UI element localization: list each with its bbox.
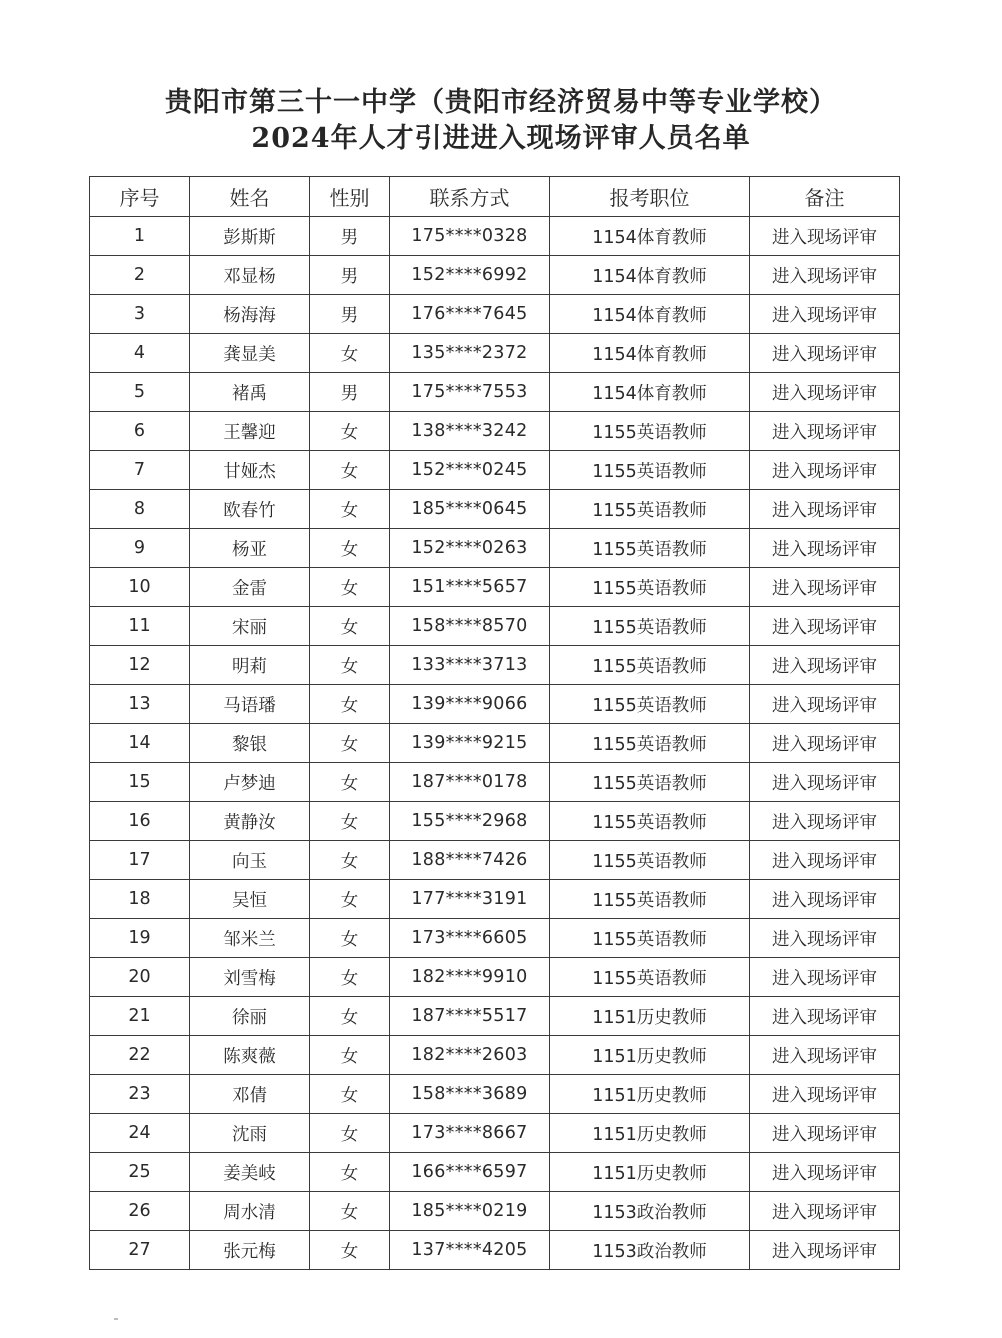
table-row [90, 373, 900, 412]
cell-contact: 158****8570 [390, 607, 550, 646]
header-contact: 联系方式 [390, 177, 550, 217]
cell-contact: 138****3242 [390, 412, 550, 451]
cell-remarks: 进入现场评审 [750, 412, 900, 451]
candidate-table [89, 176, 900, 1270]
cell-serial-number: 20 [90, 958, 190, 997]
cell-contact: 175****7553 [390, 373, 550, 412]
cell-position: 1151历史教师 [550, 997, 750, 1036]
cell-gender: 女 [310, 841, 390, 880]
table-row [90, 802, 900, 841]
cell-position: 1155英语教师 [550, 958, 750, 997]
cell-remarks: 进入现场评审 [750, 1231, 900, 1270]
table-row [90, 412, 900, 451]
table-row [90, 217, 900, 256]
cell-name: 张元梅 [190, 1231, 310, 1270]
cell-remarks: 进入现场评审 [750, 1075, 900, 1114]
cell-gender: 女 [310, 1075, 390, 1114]
cell-gender: 女 [310, 763, 390, 802]
cell-position: 1154体育教师 [550, 334, 750, 373]
cell-contact: 133****3713 [390, 646, 550, 685]
cell-contact: 152****0245 [390, 451, 550, 490]
cell-remarks: 进入现场评审 [750, 1192, 900, 1231]
cell-serial-number: 26 [90, 1192, 190, 1231]
cell-position: 1155英语教师 [550, 646, 750, 685]
cell-contact: 187****5517 [390, 997, 550, 1036]
cell-gender: 女 [310, 568, 390, 607]
table-row [90, 724, 900, 763]
cell-remarks: 进入现场评审 [750, 295, 900, 334]
cell-contact: 166****6597 [390, 1153, 550, 1192]
cell-remarks: 进入现场评审 [750, 880, 900, 919]
cell-name: 刘雪梅 [190, 958, 310, 997]
cell-name: 杨亚 [190, 529, 310, 568]
table-row [90, 997, 900, 1036]
cell-gender: 女 [310, 802, 390, 841]
cell-contact: 173****8667 [390, 1114, 550, 1153]
cell-serial-number: 13 [90, 685, 190, 724]
cell-serial-number: 8 [90, 490, 190, 529]
table-row [90, 1192, 900, 1231]
cell-position: 1154体育教师 [550, 217, 750, 256]
cell-gender: 女 [310, 334, 390, 373]
cell-name: 邹米兰 [190, 919, 310, 958]
cell-gender: 女 [310, 529, 390, 568]
cell-contact: 137****4205 [390, 1231, 550, 1270]
cell-contact: 139****9215 [390, 724, 550, 763]
cell-position: 1153政治教师 [550, 1231, 750, 1270]
cell-name: 邓倩 [190, 1075, 310, 1114]
cell-contact: 175****0328 [390, 217, 550, 256]
cell-remarks: 进入现场评审 [750, 256, 900, 295]
table-row [90, 1036, 900, 1075]
cell-name: 卢梦迪 [190, 763, 310, 802]
cell-serial-number: 23 [90, 1075, 190, 1114]
cell-contact: 182****9910 [390, 958, 550, 997]
cell-gender: 女 [310, 490, 390, 529]
cell-gender: 女 [310, 919, 390, 958]
cell-remarks: 进入现场评审 [750, 451, 900, 490]
cell-serial-number: 21 [90, 997, 190, 1036]
cell-contact: 155****2968 [390, 802, 550, 841]
table-row [90, 880, 900, 919]
table-row [90, 841, 900, 880]
cell-position: 1155英语教师 [550, 607, 750, 646]
cell-name: 甘娅杰 [190, 451, 310, 490]
table-row [90, 451, 900, 490]
cell-gender: 女 [310, 1036, 390, 1075]
table-row [90, 334, 900, 373]
table-row [90, 1114, 900, 1153]
table-row [90, 919, 900, 958]
header-name: 姓名 [190, 177, 310, 217]
cell-gender: 男 [310, 373, 390, 412]
cell-gender: 女 [310, 880, 390, 919]
cell-remarks: 进入现场评审 [750, 841, 900, 880]
cell-serial-number: 15 [90, 763, 190, 802]
cell-remarks: 进入现场评审 [750, 997, 900, 1036]
table-body [90, 217, 900, 1270]
cell-name: 明莉 [190, 646, 310, 685]
cell-remarks: 进入现场评审 [750, 373, 900, 412]
header-serial-number: 序号 [90, 177, 190, 217]
cell-serial-number: 4 [90, 334, 190, 373]
cell-position: 1155英语教师 [550, 451, 750, 490]
cell-position: 1155英语教师 [550, 880, 750, 919]
cell-contact: 188****7426 [390, 841, 550, 880]
cell-name: 王馨迎 [190, 412, 310, 451]
cell-serial-number: 18 [90, 880, 190, 919]
cell-serial-number: 7 [90, 451, 190, 490]
cell-remarks: 进入现场评审 [750, 529, 900, 568]
cell-gender: 男 [310, 256, 390, 295]
table-row [90, 256, 900, 295]
cell-serial-number: 14 [90, 724, 190, 763]
cell-remarks: 进入现场评审 [750, 919, 900, 958]
cell-name: 陈爽薇 [190, 1036, 310, 1075]
cell-serial-number: 9 [90, 529, 190, 568]
table-row [90, 568, 900, 607]
cell-contact: 177****3191 [390, 880, 550, 919]
cell-gender: 女 [310, 646, 390, 685]
cell-position: 1153政治教师 [550, 1192, 750, 1231]
cell-gender: 女 [310, 1231, 390, 1270]
cell-name: 邓显杨 [190, 256, 310, 295]
cell-serial-number: 11 [90, 607, 190, 646]
header-remarks: 备注 [750, 177, 900, 217]
cell-serial-number: 27 [90, 1231, 190, 1270]
table-row [90, 958, 900, 997]
cell-gender: 男 [310, 295, 390, 334]
cell-serial-number: 12 [90, 646, 190, 685]
cell-remarks: 进入现场评审 [750, 1036, 900, 1075]
cell-remarks: 进入现场评审 [750, 607, 900, 646]
cell-position: 1151历史教师 [550, 1036, 750, 1075]
cell-name: 褚禹 [190, 373, 310, 412]
scan-speck [114, 1318, 118, 1320]
cell-name: 沈雨 [190, 1114, 310, 1153]
cell-serial-number: 19 [90, 919, 190, 958]
table-row [90, 685, 900, 724]
cell-serial-number: 6 [90, 412, 190, 451]
document-title-line1: 贵阳市第三十一中学（贵阳市经济贸易中等专业学校） [165, 87, 837, 118]
cell-position: 1155英语教师 [550, 529, 750, 568]
cell-serial-number: 17 [90, 841, 190, 880]
cell-name: 彭斯斯 [190, 217, 310, 256]
cell-position: 1155英语教师 [550, 919, 750, 958]
cell-serial-number: 24 [90, 1114, 190, 1153]
cell-gender: 女 [310, 1192, 390, 1231]
cell-name: 吴恒 [190, 880, 310, 919]
cell-position: 1155英语教师 [550, 568, 750, 607]
cell-remarks: 进入现场评审 [750, 568, 900, 607]
cell-contact: 139****9066 [390, 685, 550, 724]
cell-gender: 女 [310, 724, 390, 763]
cell-position: 1151历史教师 [550, 1075, 750, 1114]
cell-gender: 女 [310, 685, 390, 724]
cell-position: 1154体育教师 [550, 256, 750, 295]
cell-serial-number: 5 [90, 373, 190, 412]
cell-gender: 女 [310, 1114, 390, 1153]
cell-position: 1154体育教师 [550, 295, 750, 334]
header-gender: 性别 [310, 177, 390, 217]
cell-name: 龚显美 [190, 334, 310, 373]
cell-contact: 176****7645 [390, 295, 550, 334]
cell-position: 1155英语教师 [550, 490, 750, 529]
cell-serial-number: 3 [90, 295, 190, 334]
cell-position: 1155英语教师 [550, 412, 750, 451]
cell-name: 黎银 [190, 724, 310, 763]
table-row [90, 1231, 900, 1270]
cell-remarks: 进入现场评审 [750, 646, 900, 685]
cell-name: 金雷 [190, 568, 310, 607]
cell-serial-number: 25 [90, 1153, 190, 1192]
header-position: 报考职位 [550, 177, 750, 217]
cell-name: 欧春竹 [190, 490, 310, 529]
cell-remarks: 进入现场评审 [750, 1153, 900, 1192]
cell-serial-number: 1 [90, 217, 190, 256]
table-row [90, 646, 900, 685]
cell-remarks: 进入现场评审 [750, 802, 900, 841]
cell-gender: 男 [310, 217, 390, 256]
cell-remarks: 进入现场评审 [750, 685, 900, 724]
cell-position: 1155英语教师 [550, 802, 750, 841]
cell-name: 姜美岐 [190, 1153, 310, 1192]
cell-name: 周水清 [190, 1192, 310, 1231]
cell-name: 马语璠 [190, 685, 310, 724]
cell-contact: 173****6605 [390, 919, 550, 958]
cell-serial-number: 22 [90, 1036, 190, 1075]
cell-contact: 185****0219 [390, 1192, 550, 1231]
cell-serial-number: 10 [90, 568, 190, 607]
document-title-line2: 2024年人才引进进入现场评审人员名单 [251, 123, 751, 154]
cell-serial-number: 2 [90, 256, 190, 295]
table-row [90, 529, 900, 568]
table-row [90, 295, 900, 334]
cell-position: 1151历史教师 [550, 1114, 750, 1153]
cell-name: 黄静汝 [190, 802, 310, 841]
table-row [90, 763, 900, 802]
table-row [90, 1153, 900, 1192]
cell-gender: 女 [310, 412, 390, 451]
cell-contact: 152****6992 [390, 256, 550, 295]
cell-contact: 135****2372 [390, 334, 550, 373]
table-row [90, 1075, 900, 1114]
cell-contact: 187****0178 [390, 763, 550, 802]
cell-serial-number: 16 [90, 802, 190, 841]
cell-gender: 女 [310, 997, 390, 1036]
cell-name: 杨海海 [190, 295, 310, 334]
cell-gender: 女 [310, 607, 390, 646]
table-row [90, 490, 900, 529]
table-row [90, 607, 900, 646]
cell-remarks: 进入现场评审 [750, 724, 900, 763]
cell-contact: 185****0645 [390, 490, 550, 529]
cell-position: 1155英语教师 [550, 685, 750, 724]
cell-remarks: 进入现场评审 [750, 958, 900, 997]
table-header-row [90, 177, 900, 217]
cell-contact: 151****5657 [390, 568, 550, 607]
cell-position: 1155英语教师 [550, 763, 750, 802]
cell-contact: 152****0263 [390, 529, 550, 568]
cell-position: 1151历史教师 [550, 1153, 750, 1192]
cell-gender: 女 [310, 1153, 390, 1192]
cell-remarks: 进入现场评审 [750, 490, 900, 529]
cell-remarks: 进入现场评审 [750, 763, 900, 802]
cell-gender: 女 [310, 958, 390, 997]
cell-name: 宋丽 [190, 607, 310, 646]
cell-name: 徐丽 [190, 997, 310, 1036]
cell-remarks: 进入现场评审 [750, 1114, 900, 1153]
cell-remarks: 进入现场评审 [750, 217, 900, 256]
cell-position: 1154体育教师 [550, 373, 750, 412]
cell-name: 向玉 [190, 841, 310, 880]
cell-gender: 女 [310, 451, 390, 490]
cell-position: 1155英语教师 [550, 724, 750, 763]
cell-position: 1155英语教师 [550, 841, 750, 880]
cell-contact: 158****3689 [390, 1075, 550, 1114]
cell-contact: 182****2603 [390, 1036, 550, 1075]
cell-remarks: 进入现场评审 [750, 334, 900, 373]
